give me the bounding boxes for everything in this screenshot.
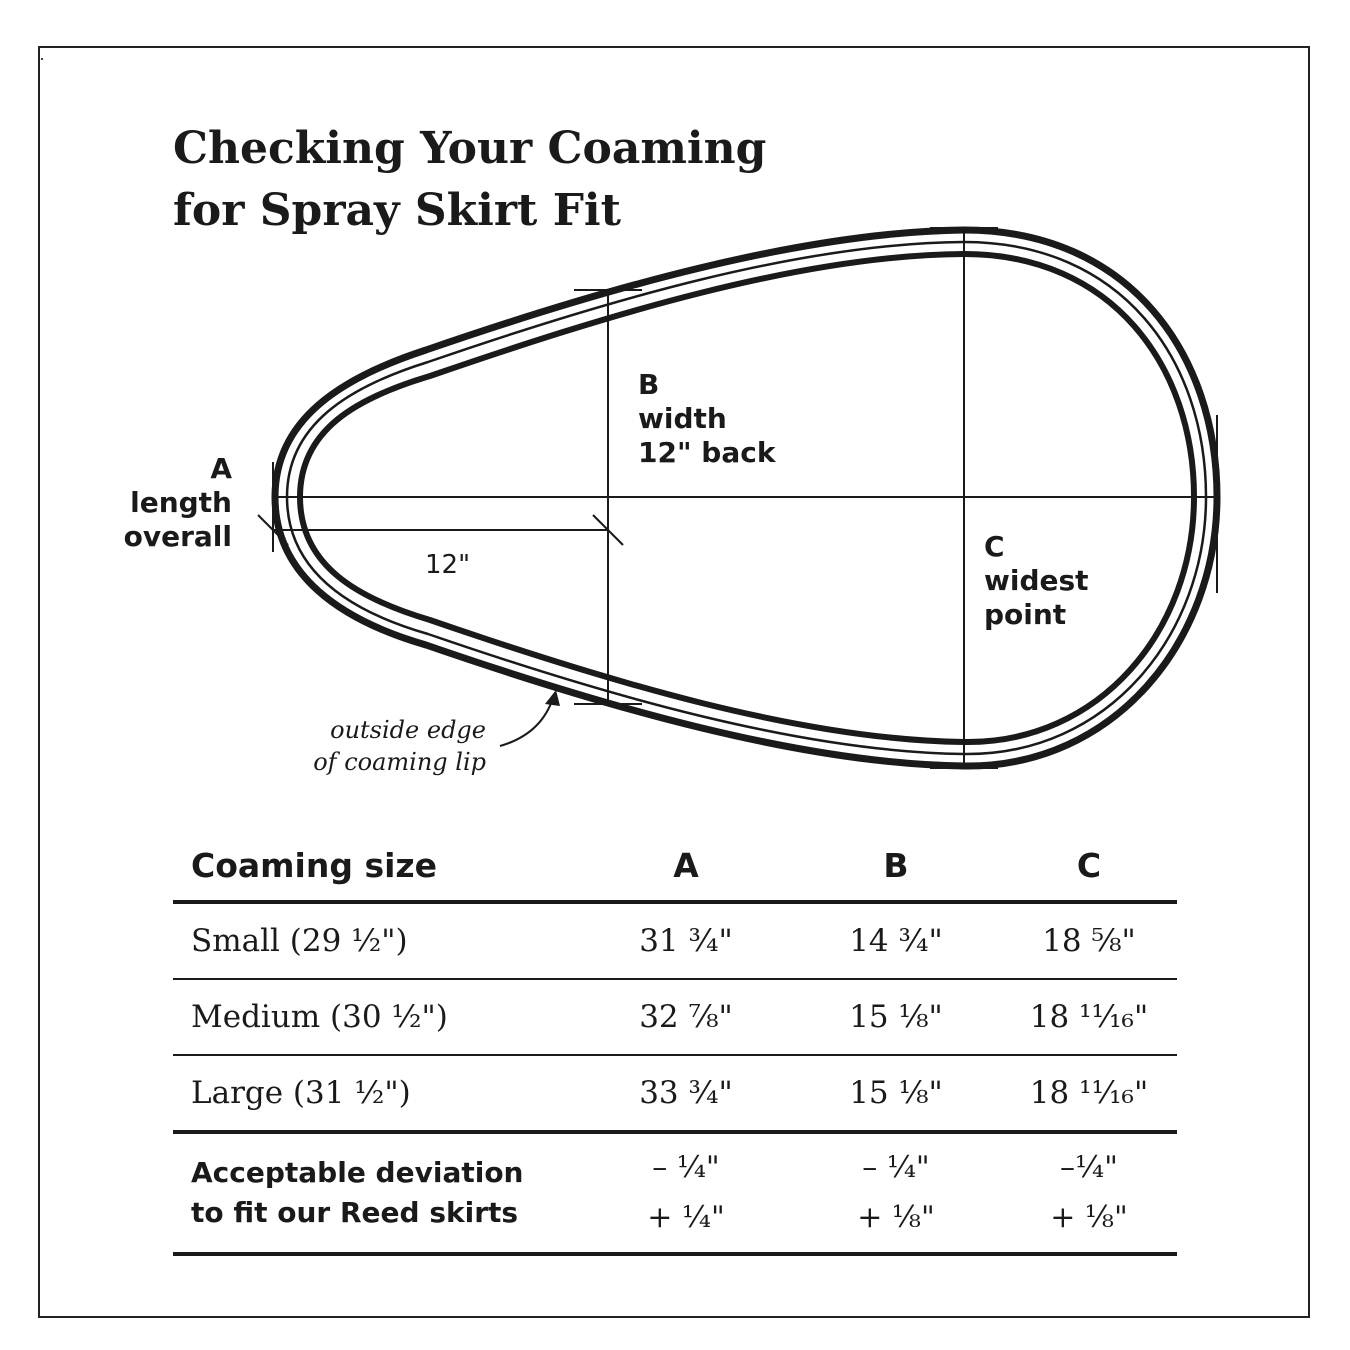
label-a-line1: length [130,486,232,519]
coaming-inner-edge [300,254,1194,742]
coaming-lip-note [290,714,486,778]
label-a-line2: overall [123,520,232,553]
deviation-b-minus: – ¼" [862,1150,930,1185]
size-cell: Large (31 ½") [173,1055,581,1132]
callout-arrow [500,698,553,746]
callout-arrowhead [545,690,560,706]
size-cell: Small (29 ½") [173,902,581,979]
coaming-size-table [173,830,1177,1256]
table-row [173,902,1177,979]
title-line-2: for Spray Skirt Fit [173,185,621,236]
deviation-label-line2: to fit our Reed skirts [191,1196,519,1229]
note-line2: of coaming lip [313,748,486,776]
label-c-line1: widest [984,564,1089,597]
a-cell: 32 ⁷⁄₈" [581,979,791,1055]
deviation-c-plus: + ¹⁄₈" [1050,1200,1128,1235]
c-cell: 18 ⁵⁄₈" [1001,902,1177,979]
b-cell: 15 ¹⁄₈" [791,1055,1001,1132]
header-coaming-size: Coaming size [173,830,581,902]
deviation-a [581,1132,791,1254]
header-c: C [1001,830,1177,902]
deviation-label [173,1132,581,1254]
deviation-a-minus: – ¼" [652,1150,720,1185]
coaming-middle-line [287,242,1206,754]
deviation-row [173,1132,1177,1254]
label-a-letter: A [210,452,232,485]
deviation-c [1001,1132,1177,1254]
label-b-line2: 12" back [638,436,776,469]
label-a-length [100,452,232,554]
title-line-1: Checking Your Coaming [173,123,767,174]
a-cell: 31 ¾" [581,902,791,979]
label-c-letter: C [984,530,1005,563]
deviation-label-line1: Acceptable deviation [191,1156,524,1189]
size-cell: Medium (30 ½") [173,979,581,1055]
deviation-a-plus: + ¼" [647,1200,725,1235]
table-row [173,1055,1177,1132]
offset-label: 12" [425,550,471,580]
label-b-letter: B [638,368,660,401]
table-row [173,979,1177,1055]
header-a: A [581,830,791,902]
header-b: B [791,830,1001,902]
deviation-c-minus: –¼" [1060,1150,1118,1185]
label-c-line2: point [984,598,1067,631]
label-c-widest [984,530,1089,632]
table-header-row [173,830,1177,902]
note-line1: outside edge [330,716,486,744]
deviation-b-plus: + ¹⁄₈" [857,1200,935,1235]
coaming-outer-edge [275,230,1217,766]
label-b-line1: width [638,402,727,435]
deviation-b [791,1132,1001,1254]
label-b-width [638,368,775,470]
c-cell: 18 ¹¹⁄₁₆" [1001,979,1177,1055]
b-cell: 15 ¹⁄₈" [791,979,1001,1055]
c-cell: 18 ¹¹⁄₁₆" [1001,1055,1177,1132]
b-cell: 14 ¾" [791,902,1001,979]
a-cell: 33 ¾" [581,1055,791,1132]
